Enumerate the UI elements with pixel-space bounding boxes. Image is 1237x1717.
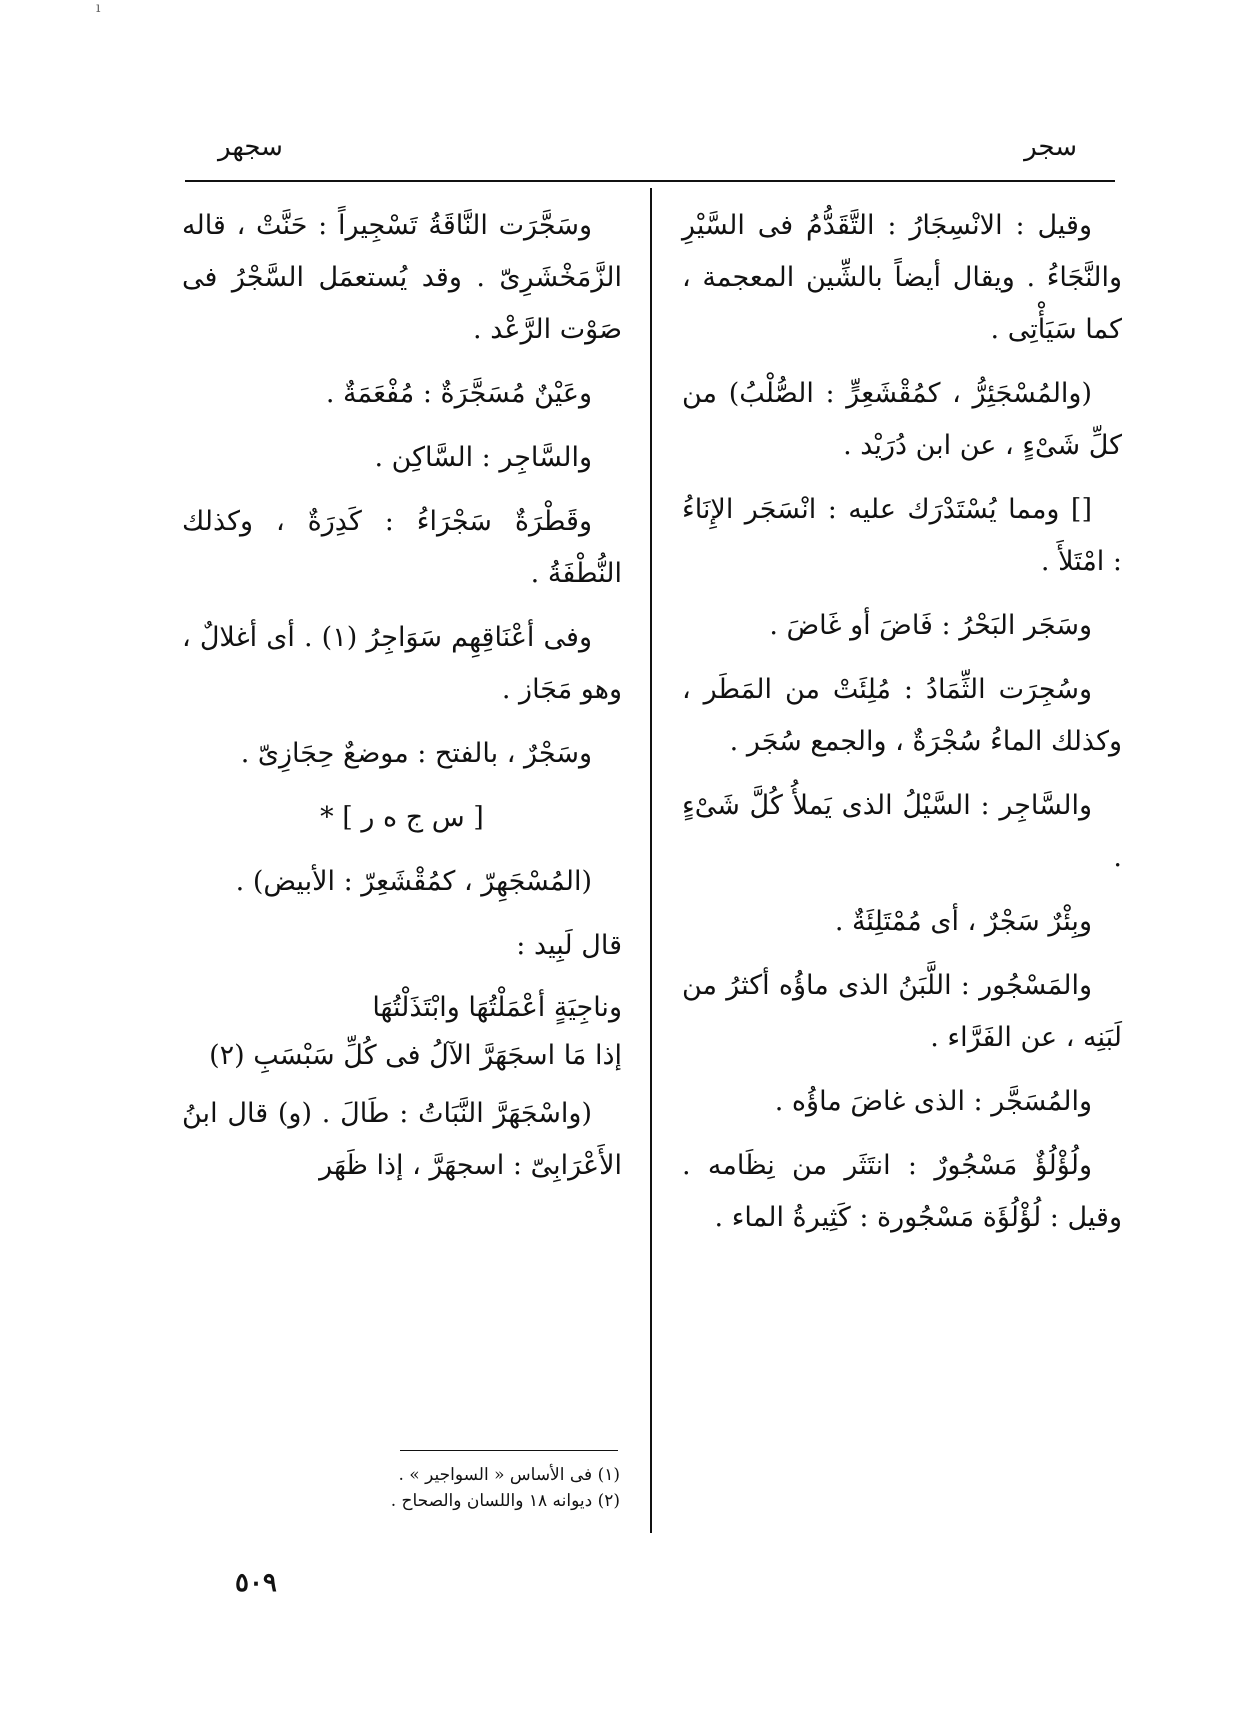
footnote: (٢) ديوانه ١٨ واللسان والصحاح . (390, 1491, 620, 1511)
paragraph: (والمُسْجَئِرُّ ، كمُقْشَعِرٍّ : الصُّلْبُ) من كلِّ شَىْءٍ ، عن ابن دُرَيْد . (682, 378, 1122, 461)
verse (182, 984, 622, 1080)
paragraph: وقيل : الانْسِجَارُ : التَّقَدُّمُ فى السَّيْرِ والنَّجَاءُ . ويقال أيضاً بالشِّين المعجمة ، كما سَيَأْتِى . (682, 210, 1122, 345)
column-divider (650, 188, 652, 1533)
paragraph: والسَّاجِر : السَّاكِن . (374, 442, 592, 473)
section-heading: [ س ج ه ر ] * (320, 802, 484, 833)
paragraph: (واسْجَهَرَّ النَّبَاتُ : طَالَ . (و) قال ابنُ الأَعْرَابِىّ : اسجهَرَّ ، إذا ظَهَر (182, 1098, 622, 1181)
paragraph: والمَسْجُور : اللَّبَنُ الذى ماؤُه أكثرُ من لَبَنِه ، عن الفَرَّاء . (682, 970, 1122, 1053)
paragraph: وقَطْرَةٌ سَجْرَاءُ : كَدِرَةٌ ، وكذلك النُّطْفَةُ . (182, 506, 622, 589)
paragraph: وسَجَر البَحْرُ : فَاضَ أو غَاضَ . (769, 610, 1092, 641)
right-column (682, 200, 1122, 1256)
running-header-left: سجهر (218, 132, 283, 162)
paragraph: وبِئْرٌ سَجْرٌ ، أى مُمْتَلِئَةٌ . (834, 906, 1092, 937)
paragraph: وعَيْنٌ مُسَجَّرَةٌ : مُفْعَمَةٌ . (325, 378, 592, 409)
paragraph: والسَّاجِر : السَّيْلُ الذى يَملأُ كُلَّ شَىْءٍ . (682, 790, 1122, 873)
paragraph: [] ومما يُسْتَدْرَك عليه : انْسَجَر الإِنَاءُ : امْتَلأَ . (682, 494, 1122, 577)
paragraph: والمُسَجَّر : الذى غاضَ ماؤُه . (774, 1086, 1092, 1117)
verse-line: إذا مَا اسجَهَرَّ الآلُ فى كُلِّ سَبْسَبِ (٢) (209, 1040, 622, 1071)
entry-headword: (المُسْجَهِرّ ، كمُقْشَعِرّ : الأبيض) . (235, 866, 592, 897)
quote-intro: قال لَبِيد : (516, 930, 622, 961)
left-column (182, 200, 622, 1204)
scan-mark: ı (96, 0, 101, 16)
page-number: ٥٠٩ (235, 1568, 277, 1598)
running-header-right: سجر (1024, 132, 1077, 162)
footnote-rule (400, 1450, 618, 1451)
header-rule (185, 180, 1115, 182)
paragraph: وفى أعْنَاقِهِم سَوَاجِرُ (١) . أى أغلالٌ ، وهو مَجَاز . (182, 622, 622, 705)
paragraph: وسَجْرٌ ، بالفتح : موضعٌ حِجَازِىّ . (240, 738, 592, 769)
paragraph: وسُجِرَت الثِّمَادُ : مُلِئَتْ من المَطَر ، وكذلك الماءُ سُجْرَةٌ ، والجمع سُجَر . (682, 674, 1122, 757)
footnote: (١) فى الأساس « السواجير » . (398, 1465, 620, 1485)
verse-line: وناجِيَةٍ أعْمَلْتُهَا وابْتَذَلْتُهَا (372, 992, 622, 1023)
paragraph: وسَجَّرَت النَّاقَةُ تَسْجِيراً : حَنَّتْ ، قاله الزَّمَخْشَرِىّ . وقد يُستعمَل السَّجْرُ فى صَوْت الرَّعْد . (182, 210, 622, 345)
paragraph: ولُؤْلُؤٌ مَسْجُورٌ : انتَثَر من نِظَامه . وقيل : لُؤْلُؤَة مَسْجُورة : كَثِيرةُ الماء . (682, 1150, 1122, 1233)
footnotes (300, 1462, 620, 1514)
